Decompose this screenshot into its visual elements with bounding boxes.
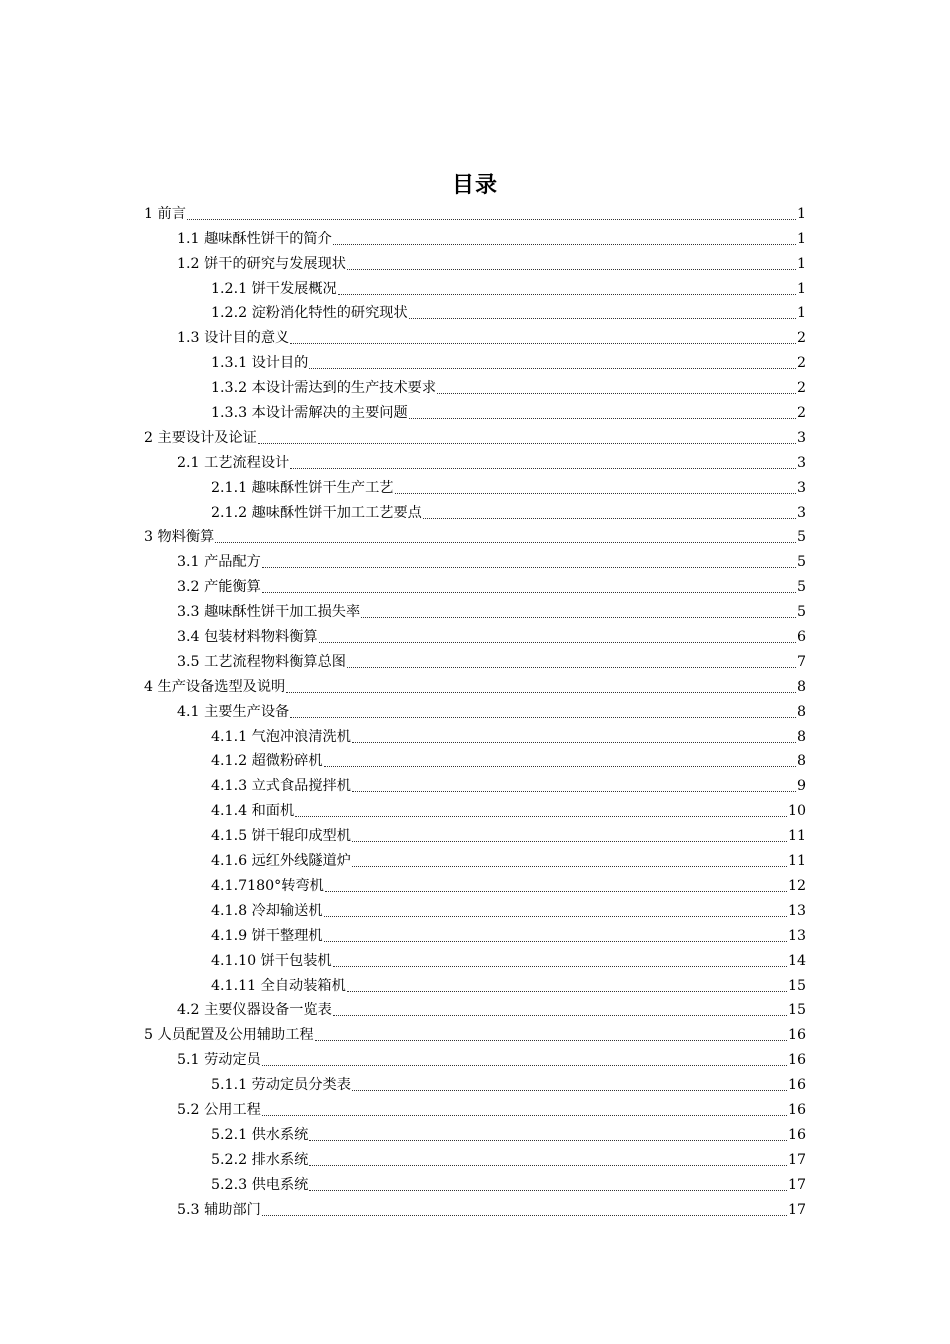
toc-leader-dots (395, 493, 796, 494)
toc-leader-dots (315, 1040, 787, 1041)
toc-entry-text: 4.1.4 和面机 (211, 803, 295, 820)
toc-entry-text: 1.3.1 设计目的 (211, 355, 309, 372)
toc-entry-level-3[interactable] (144, 896, 806, 921)
toc-entry-level-1[interactable] (144, 1020, 806, 1045)
toc-page-number: 9 (796, 778, 806, 795)
toc-leader-dots (333, 244, 796, 245)
toc-entry-level-1[interactable] (144, 423, 806, 448)
toc-leader-dots (409, 418, 796, 419)
toc-entry-text: 1.1 趣味酥性饼干的简介 (177, 230, 332, 247)
toc-page-number: 2 (796, 380, 806, 397)
toc-leader-dots (352, 841, 787, 842)
toc-entry-text: 3.3 趣味酥性饼干加工损失率 (177, 604, 361, 621)
toc-entry-text: 5 人员配置及公用辅助工程 (144, 1027, 314, 1044)
toc-page-number: 15 (787, 977, 806, 994)
toc-page-number: 16 (787, 1027, 806, 1044)
toc-entry-level-3[interactable] (144, 1170, 806, 1195)
toc-leader-dots (290, 343, 796, 344)
toc-entry-text: 5.2 公用工程 (177, 1101, 261, 1118)
toc-entry-level-2[interactable] (144, 622, 806, 647)
toc-entry-level-3[interactable] (144, 921, 806, 946)
toc-entry-text: 1 前言 (144, 205, 186, 222)
toc-leader-dots (309, 1140, 787, 1141)
toc-entry-text: 5.2.3 供电系统 (211, 1176, 309, 1193)
toc-page-number: 5 (796, 529, 806, 546)
toc-page-number: 16 (787, 1126, 806, 1143)
toc-entry-text: 3.5 工艺流程物料衡算总图 (177, 653, 346, 670)
toc-title: 目录 (451, 173, 498, 198)
toc-entry-text: 4.1.10 饼干包装机 (211, 952, 332, 969)
toc-leader-dots (352, 742, 796, 743)
toc-page-number: 8 (796, 703, 806, 720)
toc-entry-text: 4 生产设备选型及说明 (144, 678, 286, 695)
toc-entry-level-3[interactable] (144, 747, 806, 772)
toc-page-number: 5 (796, 604, 806, 621)
toc-entry-level-3[interactable] (144, 796, 806, 821)
toc-entry-level-3[interactable] (144, 722, 806, 747)
toc-page-number: 3 (796, 429, 806, 446)
toc-page-number: 5 (796, 554, 806, 571)
toc-entry-text: 4.1.1 气泡冲浪清洗机 (211, 728, 351, 745)
toc-entry-text: 4.1.3 立式食品搅拌机 (211, 778, 351, 795)
toc-entry-level-3[interactable] (144, 771, 806, 796)
toc-leader-dots (361, 617, 796, 618)
toc-page-number: 8 (796, 728, 806, 745)
toc-entry-text: 2.1 工艺流程设计 (177, 454, 290, 471)
toc-entry-text: 2.1.2 趣味酥性饼干加工工艺要点 (211, 504, 422, 521)
toc-leader-dots (262, 592, 796, 593)
toc-entry-level-3[interactable] (144, 946, 806, 971)
toc-page-number: 16 (787, 1101, 806, 1118)
toc-page-number: 17 (787, 1176, 806, 1193)
toc-leader-dots (333, 1015, 787, 1016)
toc-entry-level-3[interactable] (144, 871, 806, 896)
toc-entry-level-2[interactable] (144, 996, 806, 1021)
toc-entry-level-3[interactable] (144, 821, 806, 846)
toc-entry-text: 1.3.2 本设计需达到的生产技术要求 (211, 380, 437, 397)
toc-entry-level-1[interactable] (144, 672, 806, 697)
toc-entry-text: 4.1.5 饼干辊印成型机 (211, 828, 351, 845)
toc-list (144, 199, 806, 1220)
toc-entry-text: 4.1.7180°转弯机 (211, 877, 324, 894)
toc-entry-level-2[interactable] (144, 597, 806, 622)
toc-entry-text: 5.1 劳动定员 (177, 1052, 261, 1069)
toc-leader-dots (333, 966, 787, 967)
toc-entry-level-2[interactable] (144, 448, 806, 473)
toc-leader-dots (352, 1090, 787, 1091)
toc-leader-dots (187, 219, 796, 220)
toc-entry-text: 5.3 辅助部门 (177, 1201, 261, 1218)
toc-entry-level-3[interactable] (144, 274, 806, 299)
toc-entry-text: 4.1.11 全自动装箱机 (211, 977, 346, 994)
toc-leader-dots (338, 294, 796, 295)
toc-leader-dots (352, 866, 787, 867)
toc-leader-dots (309, 1190, 787, 1191)
toc-leader-dots (262, 1215, 787, 1216)
toc-page-number: 7 (796, 653, 806, 670)
toc-leader-dots (437, 393, 796, 394)
toc-entry-level-3[interactable] (144, 398, 806, 423)
toc-entry-level-2[interactable] (144, 547, 806, 572)
toc-page-number: 16 (787, 1052, 806, 1069)
toc-page-number: 13 (787, 902, 806, 919)
toc-page-number: 11 (787, 828, 806, 845)
toc-leader-dots (286, 692, 796, 693)
toc-page-number: 12 (787, 877, 806, 894)
toc-entry-level-3[interactable] (144, 1070, 806, 1095)
toc-entry-level-2[interactable] (144, 224, 806, 249)
toc-page-number: 1 (796, 205, 806, 222)
toc-leader-dots (324, 766, 796, 767)
toc-page-number: 10 (787, 803, 806, 820)
toc-leader-dots (324, 916, 787, 917)
toc-page-number: 1 (796, 230, 806, 247)
toc-leader-dots (352, 791, 796, 792)
toc-entry-level-2[interactable] (144, 1045, 806, 1070)
toc-entry-level-3[interactable] (144, 473, 806, 498)
toc-leader-dots (409, 318, 796, 319)
toc-entry-level-3[interactable] (144, 1145, 806, 1170)
toc-entry-text: 4.1.6 远红外线隧道炉 (211, 853, 351, 870)
toc-page-number: 15 (787, 1002, 806, 1019)
toc-entry-level-3[interactable] (144, 373, 806, 398)
toc-page-number: 3 (796, 479, 806, 496)
toc-leader-dots (325, 891, 787, 892)
toc-leader-dots (290, 468, 796, 469)
toc-leader-dots (347, 991, 787, 992)
toc-entry-level-2[interactable] (144, 1195, 806, 1220)
toc-page-number: 16 (787, 1077, 806, 1094)
toc-entry-level-2[interactable] (144, 1095, 806, 1120)
toc-leader-dots (423, 518, 796, 519)
toc-page-number: 3 (796, 454, 806, 471)
toc-page-number: 17 (787, 1201, 806, 1218)
toc-entry-level-3[interactable] (144, 299, 806, 324)
toc-page-number: 5 (796, 579, 806, 596)
toc-entry-text: 5.2.2 排水系统 (211, 1151, 309, 1168)
toc-entry-level-3[interactable] (144, 971, 806, 996)
toc-leader-dots (319, 642, 796, 643)
toc-leader-dots (262, 567, 796, 568)
toc-entry-level-2[interactable] (144, 697, 806, 722)
toc-entry-level-3[interactable] (144, 498, 806, 523)
toc-entry-level-3[interactable] (144, 1120, 806, 1145)
toc-leader-dots (258, 443, 796, 444)
toc-entry-text: 1.3.3 本设计需解决的主要问题 (211, 405, 408, 422)
toc-entry-text: 4.1.2 超微粉碎机 (211, 753, 323, 770)
toc-leader-dots (324, 941, 787, 942)
toc-entry-level-1[interactable] (144, 523, 806, 548)
toc-page-number: 2 (796, 355, 806, 372)
toc-page-number: 14 (787, 952, 806, 969)
toc-entry-text: 4.1.8 冷却输送机 (211, 902, 323, 919)
toc-entry-text: 4.1.9 饼干整理机 (211, 927, 323, 944)
toc-page-number: 17 (787, 1151, 806, 1168)
toc-leader-dots (295, 816, 787, 817)
toc-page-number: 1 (796, 280, 806, 297)
toc-entry-text: 3.2 产能衡算 (177, 579, 261, 596)
toc-leader-dots (309, 1165, 787, 1166)
toc-leader-dots (309, 368, 796, 369)
toc-entry-level-2[interactable] (144, 647, 806, 672)
toc-entry-text: 4.1 主要生产设备 (177, 703, 290, 720)
toc-page-number: 11 (787, 853, 806, 870)
toc-entry-text: 1.2 饼干的研究与发展现状 (177, 255, 346, 272)
toc-entry-text: 3.4 包装材料物料衡算 (177, 629, 318, 646)
toc-page-number: 2 (796, 330, 806, 347)
toc-entry-text: 1.2.1 饼干发展概况 (211, 280, 337, 297)
toc-entry-text: 2.1.1 趣味酥性饼干生产工艺 (211, 479, 394, 496)
toc-entry-text: 1.3 设计目的意义 (177, 330, 290, 347)
toc-entry-level-3[interactable] (144, 348, 806, 373)
toc-page-number: 13 (787, 927, 806, 944)
toc-page-number: 1 (796, 305, 806, 322)
toc-leader-dots (262, 1065, 787, 1066)
toc-leader-dots (215, 542, 796, 543)
toc-entry-level-3[interactable] (144, 846, 806, 871)
toc-entry-text: 4.2 主要仪器设备一览表 (177, 1002, 332, 1019)
toc-entry-level-1[interactable] (144, 199, 806, 224)
toc-entry-text: 5.1.1 劳动定员分类表 (211, 1077, 351, 1094)
toc-entry-text: 1.2.2 淀粉消化特性的研究现状 (211, 305, 408, 322)
toc-entry-level-2[interactable] (144, 323, 806, 348)
toc-leader-dots (262, 1115, 787, 1116)
toc-leader-dots (347, 667, 796, 668)
toc-page-number: 6 (796, 629, 806, 646)
toc-page-number: 2 (796, 405, 806, 422)
toc-page-number: 3 (796, 504, 806, 521)
toc-page-number: 1 (796, 255, 806, 272)
toc-entry-level-2[interactable] (144, 572, 806, 597)
toc-entry-level-2[interactable] (144, 249, 806, 274)
toc-entry-text: 2 主要设计及论证 (144, 429, 257, 446)
toc-leader-dots (347, 269, 796, 270)
toc-entry-text: 3.1 产品配方 (177, 554, 261, 571)
toc-page-number: 8 (796, 753, 806, 770)
toc-entry-text: 5.2.1 供水系统 (211, 1126, 309, 1143)
toc-page-number: 8 (796, 678, 806, 695)
toc-entry-text: 3 物料衡算 (144, 529, 215, 546)
toc-leader-dots (290, 717, 796, 718)
